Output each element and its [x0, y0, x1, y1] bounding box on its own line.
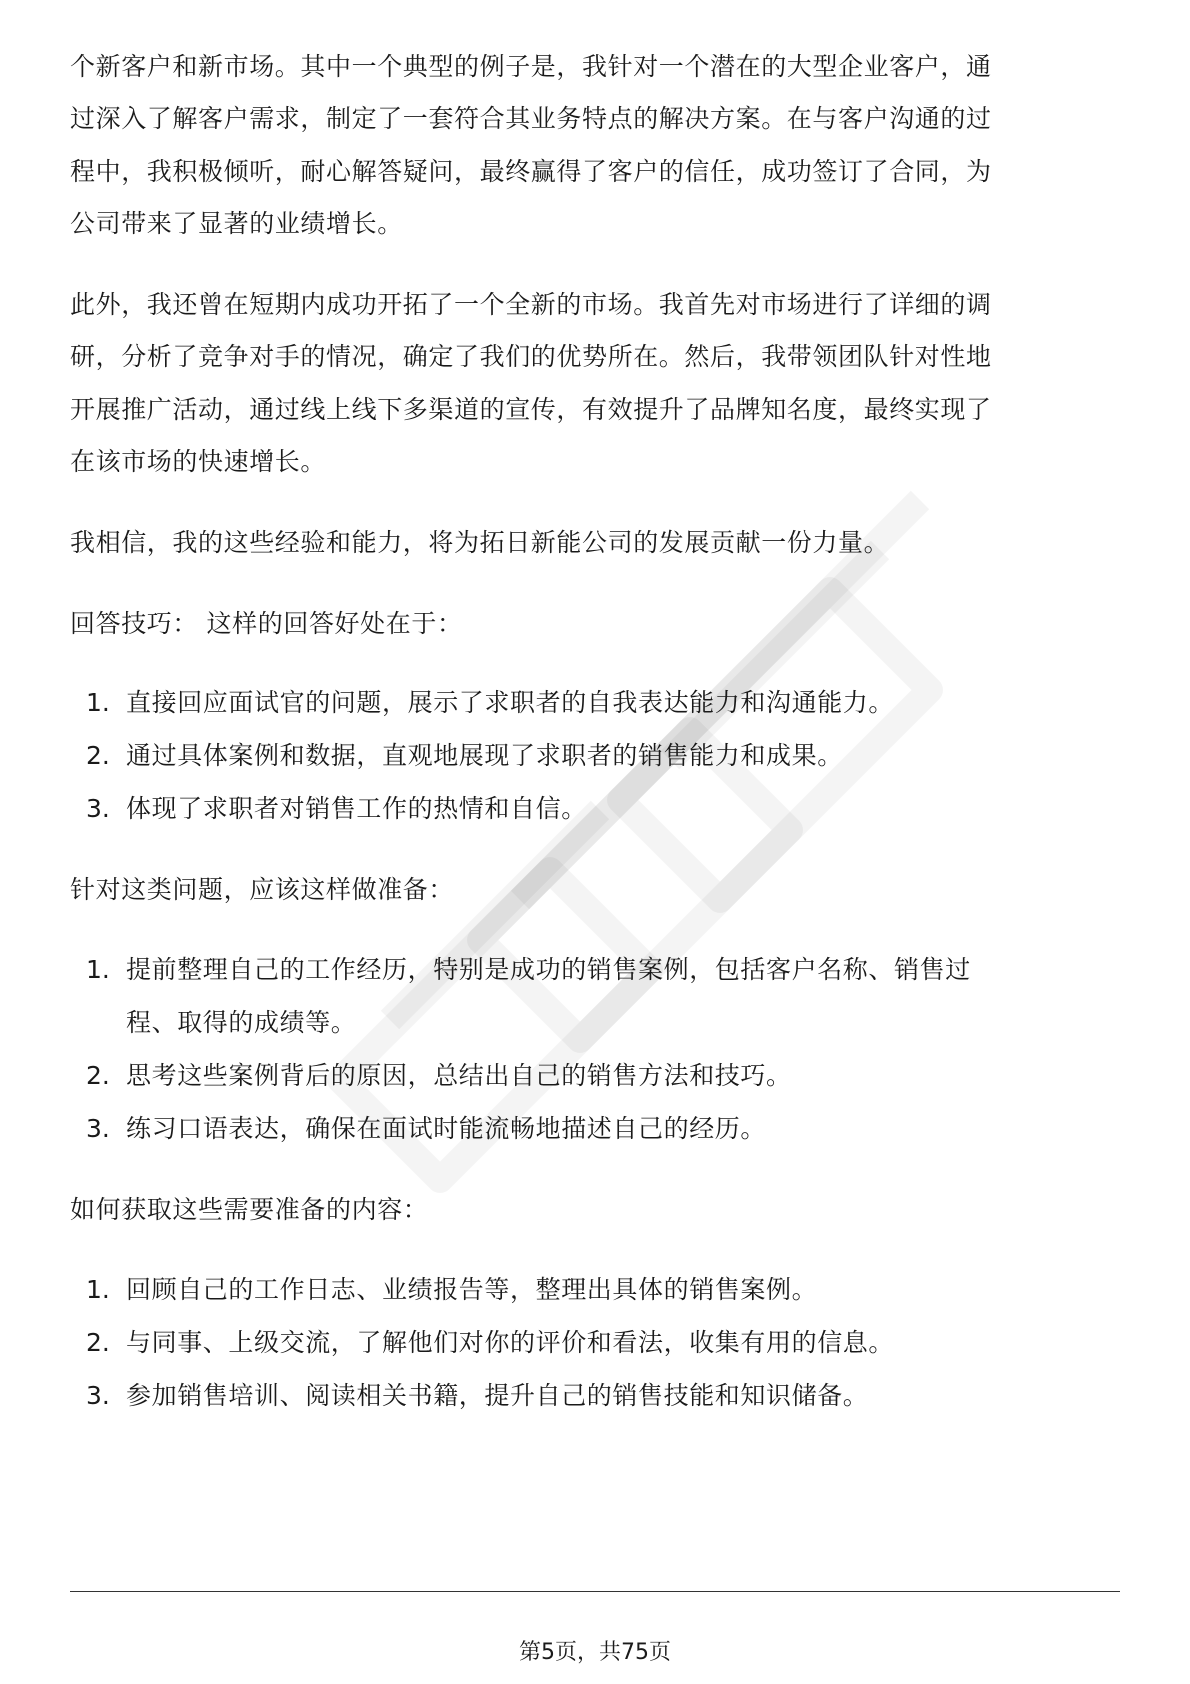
paragraph-line: 研，分析了竞争对手的情况，确定了我们的优势所在。然后，我带领团队针对性地: [70, 342, 992, 371]
list-number: 3.: [86, 1381, 110, 1410]
paragraph-line: 开展推广活动，通过线上线下多渠道的宣传，有效提升了品牌知名度，最终实现了: [70, 395, 992, 424]
list-item: 通过具体案例和数据，直观地展现了求职者的销售能力和成果。: [126, 741, 843, 770]
list-item: 练习口语表达，确保在面试时能流畅地描述自己的经历。: [126, 1114, 767, 1143]
paragraph-line: 公司带来了显著的业绩增长。: [70, 209, 403, 238]
list-item: 参加销售培训、阅读相关书籍，提升自己的销售技能和知识储备。: [126, 1381, 869, 1410]
list-item: 思考这些案例背后的原因，总结出自己的销售方法和技巧。: [126, 1061, 792, 1090]
paragraph-line: 程中，我积极倾听，耐心解答疑问，最终赢得了客户的信任，成功签订了合同，为: [70, 157, 992, 186]
section-heading: 如何获取这些需要准备的内容：: [70, 1195, 429, 1224]
list-item: 回顾自己的工作日志、业绩报告等，整理出具体的销售案例。: [126, 1275, 818, 1304]
list-item-continuation: 程、取得的成绩等。: [126, 1008, 357, 1037]
list-item: 提前整理自己的工作经历，特别是成功的销售案例，包括客户名称、销售过: [126, 955, 971, 984]
paragraph-line: 在该市场的快速增长。: [70, 447, 327, 476]
list-item: 与同事、上级交流，了解他们对你的评价和看法，收集有用的信息。: [126, 1328, 895, 1357]
list-number: 2.: [86, 1061, 110, 1090]
list-number: 1.: [86, 688, 110, 717]
list-item: 体现了求职者对销售工作的热情和自信。: [126, 794, 587, 823]
page-number: 第5页，共75页: [519, 1640, 671, 1665]
list-number: 2.: [86, 1328, 110, 1357]
section-heading: 针对这类问题，应该这样做准备：: [70, 875, 455, 904]
list-number: 3.: [86, 794, 110, 823]
paragraph-line: 个新客户和新市场。其中一个典型的例子是，我针对一个潜在的大型企业客户，通: [70, 52, 992, 81]
footer-divider: [70, 1591, 1120, 1592]
list-number: 1.: [86, 1275, 110, 1304]
list-number: 2.: [86, 741, 110, 770]
list-number: 1.: [86, 955, 110, 984]
paragraph-line: 此外，我还曾在短期内成功开拓了一个全新的市场。我首先对市场进行了详细的调: [70, 290, 992, 319]
paragraph-line: 我相信，我的这些经验和能力，将为拓日新能公司的发展贡献一份力量。: [70, 528, 890, 557]
section-heading: 回答技巧： 这样的回答好处在于：: [70, 609, 463, 638]
list-number: 3.: [86, 1114, 110, 1143]
list-item: 直接回应面试官的问题，展示了求职者的自我表达能力和沟通能力。: [126, 688, 895, 717]
paragraph-line: 过深入了解客户需求，制定了一套符合其业务特点的解决方案。在与客户沟通的过: [70, 104, 992, 133]
